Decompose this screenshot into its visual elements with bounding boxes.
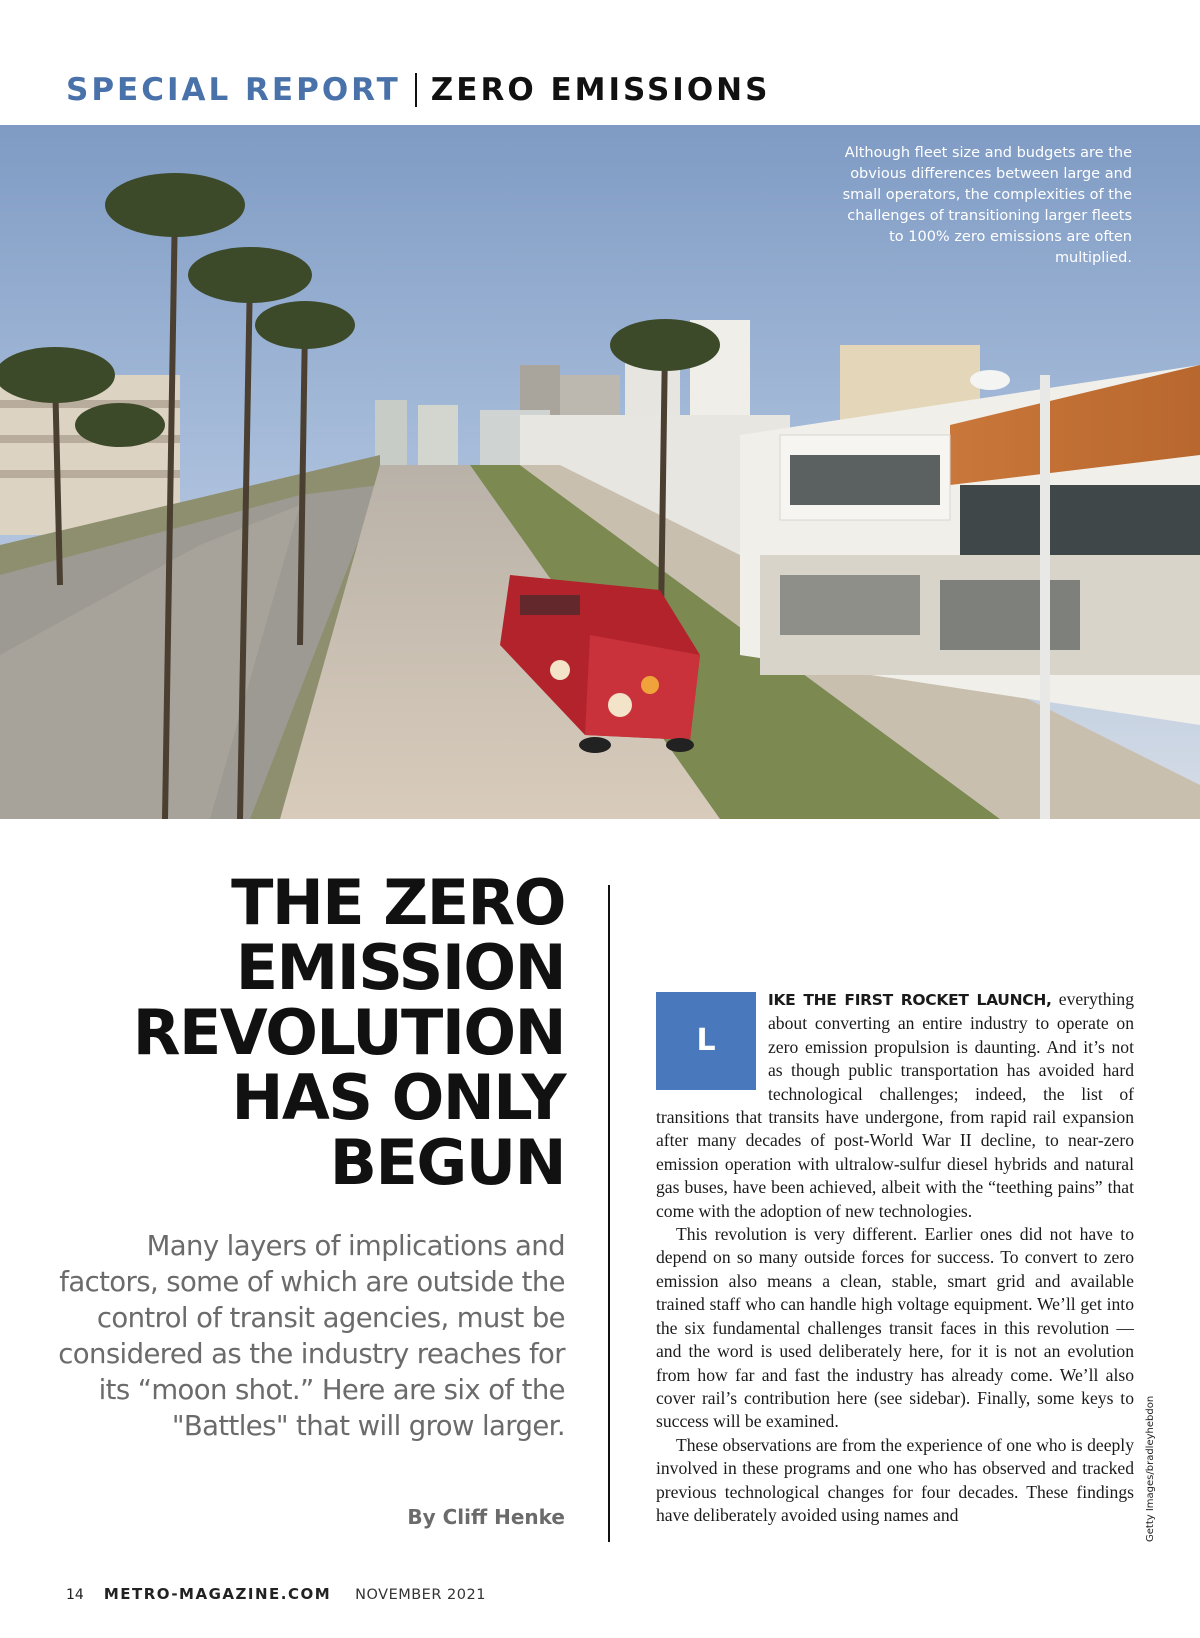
- feature-photo: [0, 125, 1200, 819]
- section-header: [66, 70, 770, 110]
- photo-credit: Getty Images/bradleyhebdon: [1145, 1395, 1156, 1542]
- headline-line: BEGUN: [329, 1126, 565, 1199]
- lead-in: IKE THE FIRST ROCKET LAUNCH,: [768, 991, 1052, 1009]
- headline-line: REVOLUTION: [132, 996, 565, 1069]
- headline-line: THE ZERO: [231, 866, 565, 939]
- page-footer: [66, 1585, 486, 1603]
- headline-line: HAS ONLY: [231, 1061, 565, 1134]
- body-paragraph: [656, 988, 1134, 1223]
- section-label: SPECIAL REPORT: [66, 72, 401, 108]
- article-body: [656, 988, 1134, 1527]
- byline: By Cliff Henke: [407, 1505, 565, 1529]
- issue-date: NOVEMBER 2021: [355, 1587, 486, 1603]
- body-paragraph: This revolution is very different. Earlier ones did not have to depend on so many outside forces for success. To convert to zero emission also means a clean, stable, smart grid and available trained staff who can handle high voltage equipment. We’ll get into the six fundamental challenges transit faces in this revolution — and the word is used deliberately here, for it is not an evolution from how far and fast the industry has already come. We’ll also cover rail’s contribution here (see sidebar). Finally, some keys to success will be examined.: [656, 1224, 1134, 1432]
- column-divider: [608, 885, 610, 1542]
- photo-caption: Although fleet size and budgets are the obvious differences between large and small operators, the complexities of the challenges of transitioning larger fleets to 100% zero emissions are often multiplied.: [842, 145, 1132, 266]
- article-deck: Many layers of implications and factors, some of which are outside the control of transit agencies, must be considered as the industry reaches for its “moon shot.” Here are six of the "Battles" that will grow larger.: [58, 1230, 565, 1442]
- section-topic: ZERO EMISSIONS: [430, 72, 771, 108]
- article-headline: [60, 866, 565, 1199]
- headline-line: EMISSION: [235, 931, 565, 1004]
- body-paragraph: These observations are from the experience of one who is deeply involved in these programs and one who has observed and tracked previous technological changes for four decades. These findings have deliberately avoided using names and: [656, 1434, 1134, 1525]
- header-divider: [415, 73, 417, 107]
- site-name: METRO-MAGAZINE.COM: [103, 1585, 332, 1603]
- paragraph-text: everything about converting an entire industry to operate on zero emission propulsion is daunting. And it’s not as though public transportation has avoided hard technological challenges; indeed, the list of transitions that transits have undergone, from rapid rail expansion after many decades of post-World War II decline, to near-zero emission operation with ultralow-sulfur diesel hybrids and natural gas buses, have been achieved, albeit with the “teething pains” that come with the adoption of new technologies.: [656, 989, 1135, 1221]
- page-number: 14: [66, 1587, 84, 1603]
- drop-cap: L: [656, 992, 756, 1090]
